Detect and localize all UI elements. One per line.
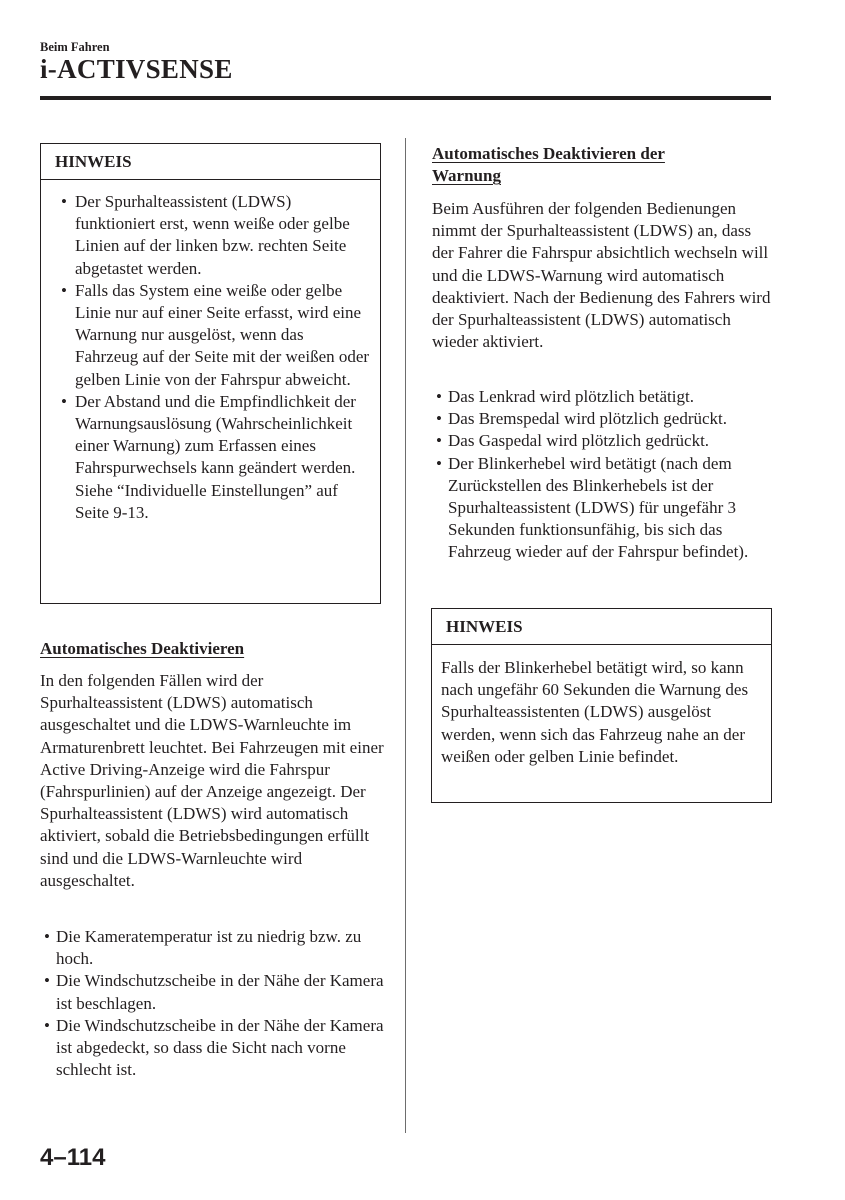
note-box-left [40, 143, 381, 604]
note-bullet-list [61, 191, 370, 524]
bullet-marker: • [436, 387, 442, 406]
note-heading: HINWEIS [432, 609, 771, 645]
bullet-marker: • [44, 1015, 50, 1035]
page-number: 4–114 [40, 1144, 106, 1171]
section-heading-left: Automatisches Deaktivieren [40, 639, 245, 658]
list-item-text: Die Windschutzscheibe in der Nähe der Kamera ist beschlagen. [56, 971, 384, 1013]
note-cross-reference: Siehe “Individuelle Einstellungen” auf Seite 9-13. [75, 480, 338, 522]
list-item-text: Das Bremspedal wird plötzlich gedrückt. [448, 409, 728, 429]
note-bullet-item [61, 391, 370, 524]
bullet-marker: • [61, 192, 67, 211]
list-item-text: Die Windschutzscheibe in der Nähe der Kamera ist abgedeckt, so dass die Sicht nach vorne schlecht ist. [56, 1015, 384, 1080]
paragraph-left: In den folgenden Fällen wird der Spurhalteassistent (LDWS) automatisch ausgeschaltet und die LDWS-Warnleuchte im Armaturenbrett leuchtet. Bei Fahrzeugen mit einer Active Driving-Anzeige wird die Fahrspur (Fahrspurlinien) auf der Anzeige angezeigt. Der Spurhalteassistent (LDWS) wird automatisch aktiviert, sobald die Betriebsbedingungen erfüllt sind und die LDWS-Warnleuchte wird ausgeschaltet. [40, 671, 384, 890]
operation-list-right [432, 386, 777, 564]
list-item-text: Der Blinkerhebel wird betätigt (nach dem Zurückstellen des Blinkerhebels ist der Spurhalteassistent (LDWS) für ungefähr 3 Sekunden funktionsunfähig, bis sich das Fahrzeug wieder auf der Fahrspur befindet). [448, 453, 749, 562]
title-rule [40, 96, 771, 100]
column-divider [405, 138, 406, 1133]
bullet-marker: • [44, 927, 50, 946]
note-bullet-item [61, 191, 370, 280]
note-body [41, 180, 380, 524]
note-bullet-text: Der Spurhalteassistent (LDWS) funktioniert erst, wenn weiße oder gelbe Linien auf der linken bzw. rechten Seite abgetastet werden. [75, 192, 350, 278]
list-item [40, 1015, 385, 1082]
list-item [432, 408, 777, 430]
condition-list-left [40, 926, 385, 1081]
list-item [40, 926, 385, 970]
bullet-marker: • [436, 409, 442, 429]
page-title: i-ACTIVSENSE [40, 54, 233, 84]
list-item-text: Das Gaspedal wird plötzlich gedrückt. [448, 431, 710, 451]
bullet-marker: • [436, 453, 442, 473]
list-item-text: Die Kameratemperatur ist zu niedrig bzw. zu hoch. [56, 927, 362, 969]
list-item [40, 970, 385, 1014]
note-bullet-text: Der Abstand und die Empfindlichkeit der Warnungsauslösung (Wahrscheinlichkeit einer Warnung) zum Erfassen eines Fahrspurwechsels kann geändert werden. [75, 391, 356, 478]
list-item [432, 430, 777, 452]
list-item [432, 386, 777, 408]
section-heading-right: Automatisches Deaktivieren der Warnung [432, 144, 665, 186]
paragraph-right: Beim Ausführen der folgenden Bedienungen nimmt der Spurhalteassistent (LDWS) an, dass der Fahrer die Fahrspur absichtlich wechseln will und die LDWS-Warnung wird automatisch deaktiviert. Nach der Bedienung des Fahrers wird der Spurhalteassistent (LDWS) automatisch wieder aktiviert. [432, 199, 771, 352]
note-heading: HINWEIS [41, 144, 380, 180]
note-box-right [431, 608, 772, 803]
bullet-marker: • [61, 391, 67, 411]
list-item-text: Das Lenkrad wird plötzlich betätigt. [448, 387, 694, 406]
bullet-marker: • [44, 971, 50, 991]
bullet-marker: • [436, 431, 442, 451]
list-item [432, 453, 777, 564]
section-label: Beim Fahren [40, 40, 110, 54]
note-body-text: Falls der Blinkerhebel betätigt wird, so kann nach ungefähr 60 Sekunden die Warnung des Spurhalteassistenten (LDWS) ausgelöst werden, wenn sich das Fahrzeug nahe an der weißen oder gelben Linie befindet. [441, 658, 749, 766]
note-bullet-item [61, 280, 370, 391]
note-bullet-text: Falls das System eine weiße oder gelbe Linie nur auf einer Seite erfasst, wird eine Warnung nur ausgelöst, wenn das Fahrzeug auf der Seite mit der weißen oder gelben Linie von der Fahrspur abweicht. [75, 280, 370, 389]
bullet-marker: • [61, 280, 67, 300]
